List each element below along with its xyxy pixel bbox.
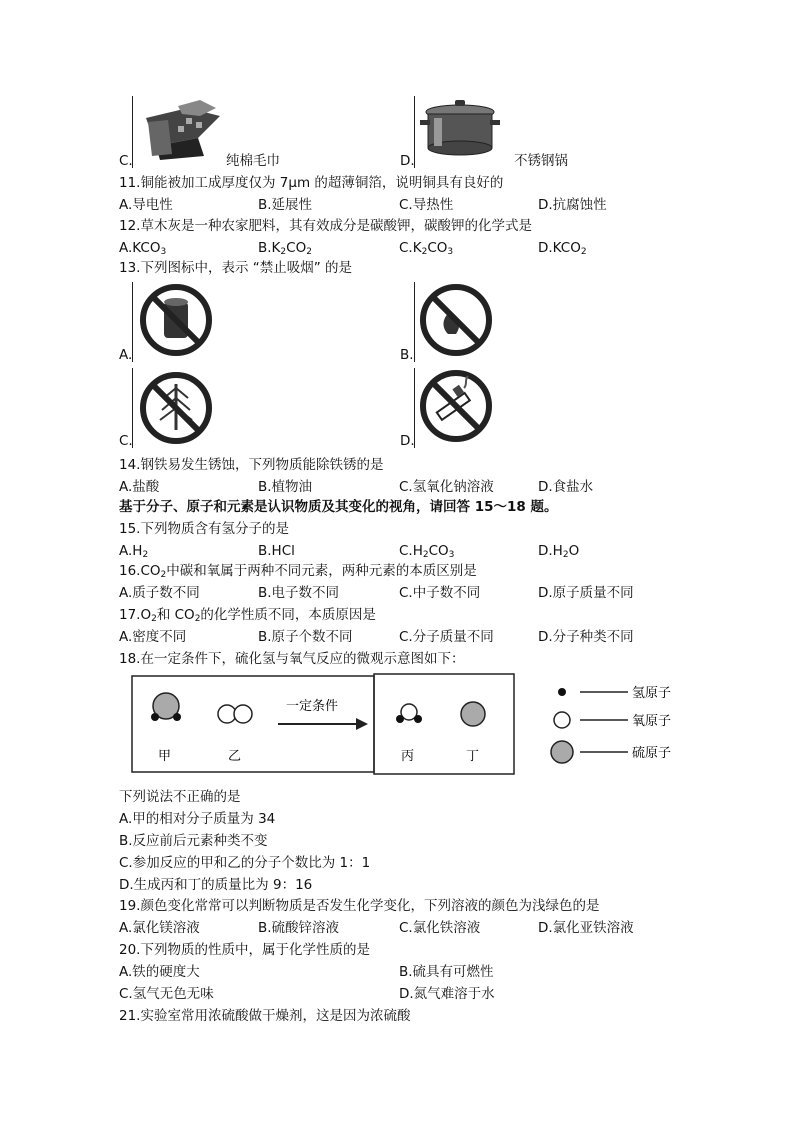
products-box <box>374 674 514 774</box>
q19-option-d: D.氯化亚铁溶液 <box>538 920 634 936</box>
q18-prompt: 下列说法不正确的是 <box>119 789 241 805</box>
q11-stem: 11.铜能被加工成厚度仅为 7μm 的超薄铜箔，说明铜具有良好的 <box>119 175 504 191</box>
q17-option-a: A.密度不同 <box>119 629 187 645</box>
no-fire-sign-icon <box>418 282 494 358</box>
q14-option-a: A.盐酸 <box>119 479 160 495</box>
q18-option-c: C.参加反应的甲和乙的分子个数比为 1：1 <box>119 855 371 871</box>
no-tree-cutting-sign-icon <box>138 370 214 446</box>
arrow-label: 一定条件 <box>286 698 339 713</box>
option-d-letter: D. <box>400 153 415 169</box>
q13-option-c: C. <box>119 433 133 449</box>
q16-option-c: C.中子数不同 <box>399 585 481 601</box>
q18-option-d: D.生成丙和丁的质量比为 9：16 <box>119 877 313 893</box>
q12-option-d: $D.KCO_2$ <box>538 240 587 257</box>
q15-option-c: $C.H_2CO_3$ <box>399 543 455 560</box>
q17-option-d: D.分子种类不同 <box>538 629 634 645</box>
q14-option-d: D.食盐水 <box>538 479 594 495</box>
q13-option-d: D. <box>400 433 415 449</box>
legend-h-label: 氢原子 <box>632 685 672 700</box>
q15-option-a: $A.H_2$ <box>119 543 149 560</box>
steel-pot-image <box>418 98 504 162</box>
q20-option-c: C.氢气无色无味 <box>119 986 214 1002</box>
legend-s-dot <box>551 741 573 763</box>
q15-option-d: $D.H_2O$ <box>538 543 580 560</box>
q11-option-c: C.导热性 <box>399 197 454 213</box>
q20-stem: 20.下列物质的性质中，属于化学性质的是 <box>119 942 370 958</box>
q19-option-a: A.氯化镁溶液 <box>119 920 200 936</box>
q20-option-d: D.氮气难溶于水 <box>399 986 495 1002</box>
pot-caption: 不锈钢锅 <box>514 153 568 169</box>
q13-stem: 13.下列图标中，表示 “禁止吸烟” 的是 <box>119 260 353 276</box>
q11-option-b: B.延展性 <box>258 197 313 213</box>
legend-o-label: 氧原子 <box>632 713 672 728</box>
q12-option-c: $C.K_2CO_3$ <box>399 240 454 257</box>
q17-stem: $17.O_2$和 $CO_2$的化学性质不同，本质原因是 <box>119 607 376 624</box>
legend-h-dot <box>558 688 566 696</box>
q21-stem: 21.实验室常用浓硫酸做干燥剂，这是因为浓硫酸 <box>119 1008 411 1024</box>
reaction-diagram <box>128 668 708 780</box>
q19-option-b: B.硫酸锌溶液 <box>258 920 340 936</box>
label-yi: 乙 <box>228 748 242 763</box>
q19-stem: 19.颜色变化常常可以判断物质是否发生化学变化，下列溶液的颜色为浅绿色的是 <box>119 898 600 914</box>
q18-stem: 18.在一定条件下，硫化氢与氧气反应的微观示意图如下： <box>119 651 465 667</box>
sign-b-frame <box>414 282 415 362</box>
q17-option-c: C.分子质量不同 <box>399 629 494 645</box>
legend-o-dot <box>554 712 570 728</box>
q20-option-a: A.铁的硬度大 <box>119 964 200 980</box>
q14-stem: 14.钢铁易发生锈蚀，下列物质能除铁锈的是 <box>119 457 384 473</box>
q14-option-b: B.植物油 <box>258 479 313 495</box>
molecule-ding <box>461 702 485 726</box>
q15-option-b: B.HCl <box>258 543 295 559</box>
molecule-yi <box>218 705 252 723</box>
q14-option-c: C.氢氧化钠溶液 <box>399 479 494 495</box>
no-barrel-sign-icon <box>138 282 214 358</box>
q11-option-d: D.抗腐蚀性 <box>538 197 607 213</box>
q15-stem: 15.下列物质含有氢分子的是 <box>119 521 289 537</box>
legend-s-label: 硫原子 <box>632 745 672 760</box>
option-c-letter: C. <box>119 153 133 169</box>
q12-stem: 12.草木灰是一种农家肥料，其有效成分是碳酸钾，碳酸钾的化学式是 <box>119 218 532 234</box>
q18-option-a: A.甲的相对分子质量为 34 <box>119 811 276 827</box>
no-smoking-sign-icon <box>418 368 494 444</box>
molecule-bing <box>396 704 422 723</box>
q12-option-a: $A.KCO_3$ <box>119 240 167 257</box>
q11-option-a: A.导电性 <box>119 197 173 213</box>
q12-option-b: $B.K_2CO_2$ <box>258 240 312 257</box>
label-ding: 丁 <box>466 748 480 763</box>
label-bing: 丙 <box>401 748 415 763</box>
section-heading: 基于分子、原子和元素是认识物质及其变化的视角，请回答 15～18 题。 <box>119 499 558 515</box>
molecule-jia <box>151 693 181 721</box>
q19-option-c: C.氯化铁溶液 <box>399 920 481 936</box>
q17-option-b: B.原子个数不同 <box>258 629 353 645</box>
q16-option-a: A.质子数不同 <box>119 585 200 601</box>
q18-option-b: B.反应前后元素种类不变 <box>119 833 268 849</box>
q20-option-b: B.硫具有可燃性 <box>399 964 494 980</box>
q13-option-b: B. <box>400 347 414 363</box>
label-jia: 甲 <box>158 748 172 763</box>
q16-option-d: D.原子质量不同 <box>538 585 634 601</box>
q16-stem: $16.CO_2$中碳和氧属于两种不同元素，两种元素的本质区别是 <box>119 563 477 580</box>
towel-caption: 纯棉毛巾 <box>226 153 280 169</box>
q16-option-b: B.电子数不同 <box>258 585 340 601</box>
towel-image <box>138 98 228 162</box>
q13-option-a: A. <box>119 347 133 363</box>
